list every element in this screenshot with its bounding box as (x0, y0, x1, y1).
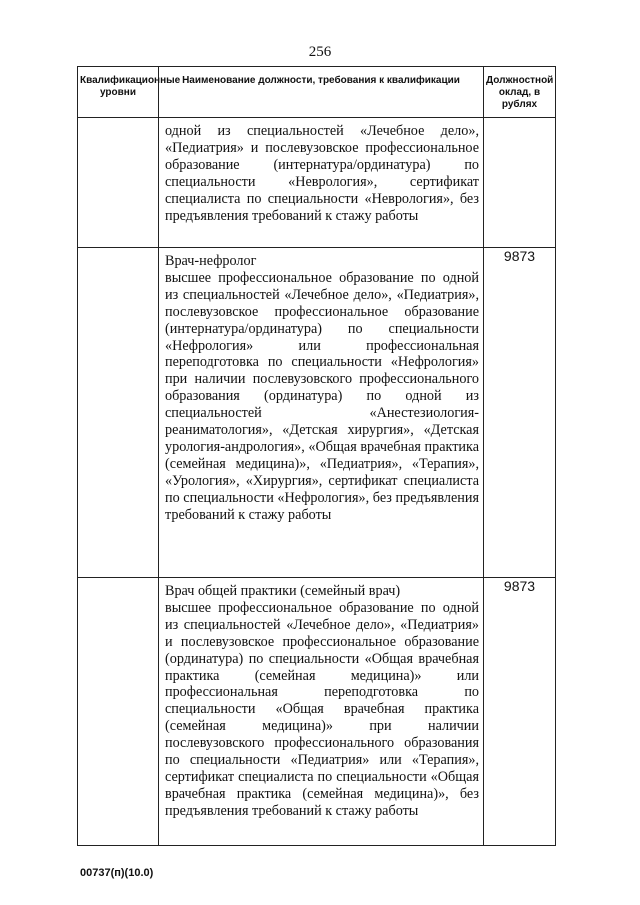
level-cell (78, 578, 159, 846)
requirements-text: высшее профессиональное образование по одной из специальностей «Лечебное дело», «Педиатрия», послевузовское профессиональное образование (интернатура/ординатура) по специальности «Нефрология» или профессиональная переподготовка по специальности «Нефрология» при наличии послевузовского профессионального образования (ординатура) по одной из специальностей «Анестезиология-реаниматология», «Детская хирургия», «Детская урология-андрология», «Общая врачебная практика (семейная медицина)», «Педиатрия», «Терапия», «Урология», «Хирургия», сертификат специалиста по специальности «Нефрология», без предъявления требований к стажу работы (165, 269, 479, 523)
salary-cell (484, 118, 556, 248)
header-position-name: Наименование должности, требования к квалификации (159, 67, 484, 118)
header-salary: Должностной оклад, в рублях (484, 67, 556, 118)
requirements-cell (159, 578, 484, 846)
table-row (78, 118, 556, 248)
qualification-table (77, 66, 556, 846)
table-row (78, 248, 556, 578)
salary-cell: 9873 (484, 578, 556, 846)
requirements-text: одной из специальностей «Лечебное дело», «Педиатрия» и послевузовское профессиональное образование (интернатура/ординатура) по специальности «Неврология», сертификат специалиста по специальности «Неврология», без предъявления требований к стажу работы (165, 123, 479, 224)
page-number: 256 (308, 44, 332, 60)
header-qualification-levels: Квалификационные уровни (78, 67, 159, 118)
level-cell (78, 118, 159, 248)
document-code: 00737(п)(10.0) (80, 867, 154, 879)
position-title: Врач общей практики (семейный врач) (165, 583, 401, 599)
position-title: Врач-нефролог (165, 253, 257, 269)
requirements-text: высшее профессиональное образование по одной из специальностей «Лечебное дело», «Педиатрия» и послевузовское профессиональное образование (ординатура) по специальности «Общая врачебная практика (семейная медицина)» или профессиональная переподготовка по специальности «Общая врачебная практика (семейная медицина)» при наличии послевузовского профессионального образования по специальности «Педиатрия» или «Терапия», сертификат специалиста по специальности «Общая врачебная практика (семейная медицина)», без предъявления требований к стажу работы (165, 599, 479, 819)
requirements-cell (159, 248, 484, 578)
table-header-row (78, 67, 556, 118)
salary-cell: 9873 (484, 248, 556, 578)
table-row (78, 578, 556, 846)
requirements-cell (159, 118, 484, 248)
level-cell (78, 248, 159, 578)
